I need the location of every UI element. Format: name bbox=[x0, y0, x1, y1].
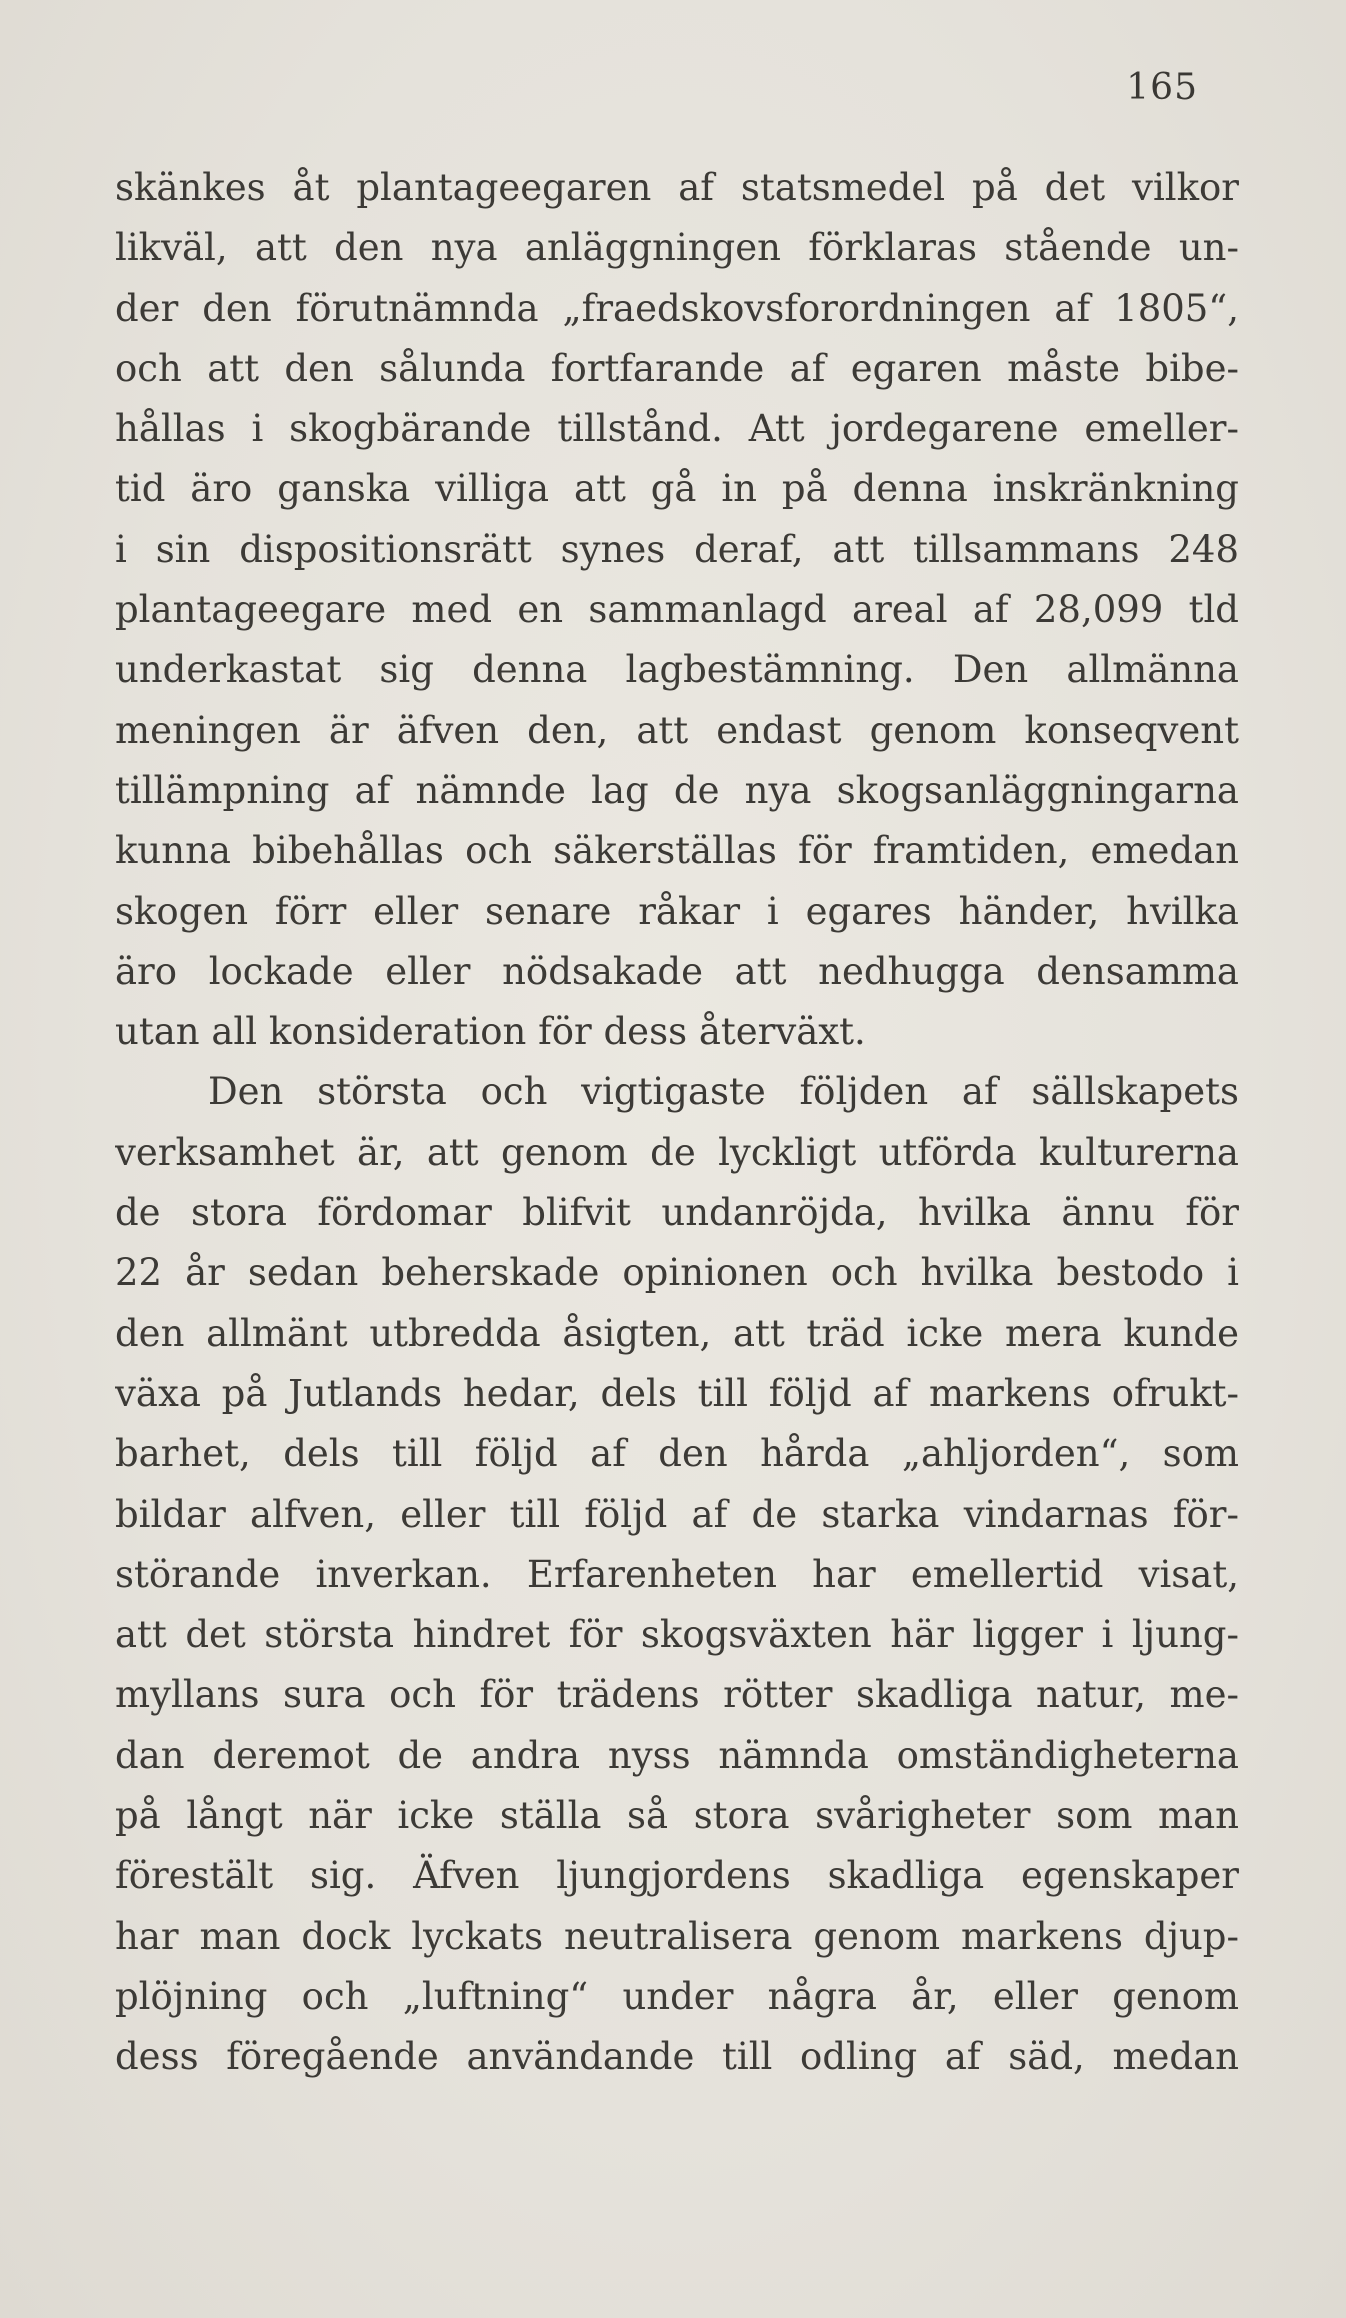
text-line: har man dock lyckats neutralisera genom markens djup- bbox=[115, 1914, 1239, 1958]
text-line: likväl, att den nya anläggningen förklaras stående un- bbox=[115, 226, 1239, 270]
text-line: att det största hindret för skogsväxten här ligger i ljung- bbox=[115, 1613, 1239, 1657]
body-text bbox=[115, 158, 1239, 2088]
text-line: der den förutnämnda „fraedskovsforordningen af 1805“, bbox=[115, 286, 1239, 330]
text-line: dan deremot de andra nyss nämnda omständigheterna bbox=[115, 1733, 1239, 1777]
text-line: underkastat sig denna lagbestämning. Den allmänna bbox=[115, 648, 1239, 692]
text-line: förestält sig. Äfven ljungjordens skadliga egenskaper bbox=[115, 1854, 1239, 1898]
text-line: plantageegare med en sammanlagd areal af 28,099 tld bbox=[115, 588, 1239, 632]
text-line: kunna bibehållas och säkerställas för framtiden, emedan bbox=[115, 829, 1239, 873]
text-line: störande inverkan. Erfarenheten har emellertid visat, bbox=[115, 1552, 1239, 1596]
text-line: hållas i skogbärande tillstånd. Att jordegarene emeller- bbox=[115, 407, 1239, 451]
text-line: de stora fördomar blifvit undanröjda, hvilka ännu för bbox=[115, 1191, 1239, 1235]
text-line: verksamhet är, att genom de lyckligt utförda kulturerna bbox=[115, 1130, 1239, 1174]
text-line: och att den sålunda fortfarande af egaren måste bibe- bbox=[115, 346, 1239, 390]
text-line: på långt när icke ställa så stora svårigheter som man bbox=[115, 1794, 1239, 1838]
text-line: dess föregående användande till odling af säd, medan bbox=[115, 2035, 1239, 2079]
text-line: meningen är äfven den, att endast genom konseqvent bbox=[115, 708, 1239, 752]
text-line: 22 år sedan beherskade opinionen och hvilka bestodo i bbox=[115, 1251, 1239, 1295]
text-line: Den största och vigtigaste följden af sällskapets bbox=[208, 1070, 1239, 1114]
text-line: skänkes åt plantageegaren af statsmedel på det vilkor bbox=[115, 166, 1239, 209]
text-line: myllans sura och för trädens rötter skadliga natur, me- bbox=[115, 1673, 1239, 1717]
text-line: plöjning och „luftning“ under några år, eller genom bbox=[115, 1974, 1239, 2018]
text-line: tillämpning af nämnde lag de nya skogsanläggningarna bbox=[115, 768, 1239, 812]
text-line: tid äro ganska villiga att gå in på denna inskränkning bbox=[115, 467, 1239, 511]
page-number: 165 bbox=[1126, 67, 1198, 108]
text-line: barhet, dels till följd af den hårda „ahljorden“, som bbox=[115, 1432, 1239, 1476]
text-line: utan all konsideration för dess återväxt. bbox=[115, 1010, 866, 1054]
text-line: växa på Jutlands hedar, dels till följd af markens ofrukt- bbox=[115, 1371, 1239, 1415]
text-line: i sin dispositionsrätt synes deraf, att tillsammans 248 bbox=[115, 527, 1239, 571]
text-line: äro lockade eller nödsakade att nedhugga densamma bbox=[115, 949, 1239, 993]
text-line: den allmänt utbredda åsigten, att träd icke mera kunde bbox=[115, 1311, 1239, 1355]
text-line: bildar alfven, eller till följd af de starka vindarnas för- bbox=[115, 1492, 1239, 1536]
text-line: skogen förr eller senare råkar i egares händer, hvilka bbox=[115, 889, 1239, 933]
